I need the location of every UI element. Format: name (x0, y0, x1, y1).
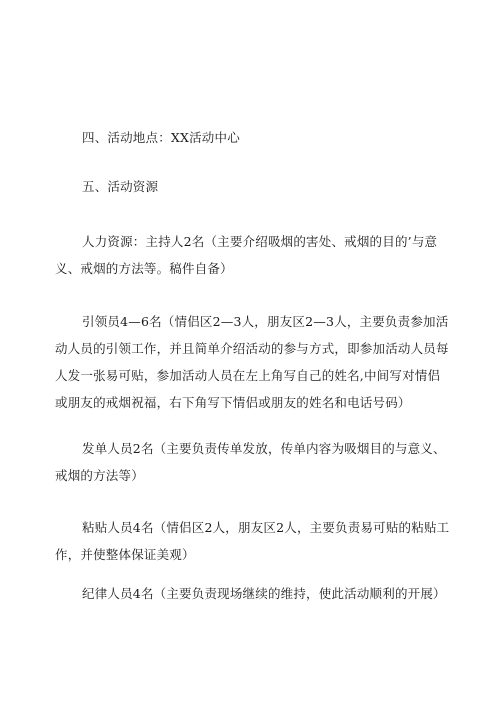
paragraph-posters: 粘贴人员4名（情侣区2人，朋友区2人，主要负责易可贴的粘贴工作，并使整体保证美观） (55, 520, 450, 562)
paragraph-discipline: 纪律人员4名（主要负责现场继续的维持，使此活动顺利的开展） (82, 586, 446, 601)
paragraph-host: 人力资源：主持人2名（主要介绍吸烟的害处、戒烟的目的’与意义、戒烟的方法等。稿件自备） (55, 234, 438, 276)
paragraph-flyers: 发单人员2名（主要负责传单发放，传单内容为吸烟目的与意义、戒烟的方法等） (55, 441, 446, 483)
section-location: 四、活动地点：XX活动中心 (82, 130, 240, 145)
section-resources-heading: 五、活动资源 (82, 179, 159, 194)
paragraph-guides: 引领员4—6名（情侣区2—3人，朋友区2—3人，主要负责参加活动人员的引领工作，并且简单介绍活动的参与方式，即参加活动人员每人发一张易可贴，参加活动人员在左上角写自己的姓名,中间写对情侣或朋友的戒烟祝福，右下角写下情侣或朋友的姓名和电话号码） (55, 314, 449, 410)
